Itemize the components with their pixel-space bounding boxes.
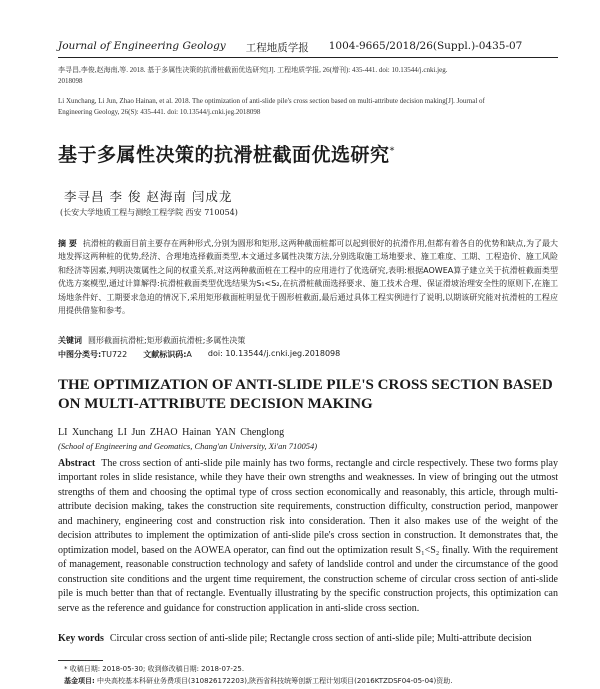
- citation-cn-line: 2018098: [58, 76, 83, 85]
- affiliation-cn: (长安大学地质工程与测绘工程学院 西安 710054): [60, 208, 238, 217]
- header-rule: [58, 57, 558, 58]
- citation-en-line: Engineering Geology, 26(S): 435-441. doi: 10.13544/j.cnki.jeg.2018098: [58, 107, 261, 116]
- affiliation-en: (School of Engineering and Geomatics, Chang'an University, Xi'an 710054): [58, 441, 318, 451]
- doc-value: A: [186, 350, 192, 359]
- abstract-en-text: The cross section of anti-slide pile mainly has two forms, rectangle and circle respectively. These two forms play important roles in slide resistance, while they have their own strengths and weaknesses. In view of bringing out the utmost strengths of them and choosing the optimal type of cross section economically and reasonably, this article, through multi-attribute decision making, takes the construction site requirements, construction difficulty, construction period, manpower and machinery, engineering cost and construction risk into consideration. Then it also makes use of the weight of the decision attributes to implement the optimization of anti-slide pile's cross section in construction. It demonstrates that, the optimization model, based on the AOWEA operator, can find out the optimization result S₁<S₂ finally. With the requirement of management, reasonable construction technology and safety of landslide control and under the circumstance of the good construction site conditions and the urgent time requirement, the construction scheme of circular cross section of anti-slide pile is much better than that of rectangle. Eventually illustrating by the specific construction projects, this optimization can serve as the reference and guidance for construction application in anti-slide cross section.: [58, 458, 558, 614]
- abstract-cn: [58, 237, 558, 317]
- abstract-cn-label: 摘 要: [58, 239, 77, 248]
- keywords-en-label: Key words: [58, 633, 104, 644]
- clc-label: 中图分类号:: [58, 350, 102, 359]
- clc-value: TU722: [101, 350, 128, 359]
- abstract-cn-text: 抗滑桩的截面目前主要存在两种形式,分别为圆形和矩形,这两种截面桩都可以起到很好的抗滑作用,但都有着各自的优势和缺点,为了最大地发挥这两种桩的优势,经济、合理地选择截面类型,本文通过多属性决策方法,分别选取施工场地要求、施工难度、工期、工程造价、施工风险和经济等因素,判明决策属性之间的权重关系,对这两种截面桩在工程中的应用进行了优选研究,表明:根据AOWEA算子建立关于抗滑桩截面类型优选方案模型,通过计算解得:抗滑桩截面类型优选结果为S₁<S₂,在抗滑桩截面选择要求、施工技术合理、保证滑坡治理安全性的原则下,在施工场地条件好、工期要求急迫的情况下,采用矩形截面桩明显优于圆形桩截面,最后通过具体工程实例进行了说明,以期该研究能对抗滑桩的工程应用提供借鉴和参考。: [58, 239, 558, 316]
- keywords-cn: [58, 335, 558, 346]
- footnote-fund: [64, 676, 570, 686]
- citation-cn: [58, 65, 558, 86]
- authors-cn: 李寻昌 李 俊 赵海南 闫成龙: [64, 189, 233, 204]
- clc-number: [58, 349, 127, 360]
- fund-text: 中央高校基本科研业务费项目(310826172203),陕西省科技统筹创新工程计划项目(2016KTZDSF04-05-04)资助.: [97, 677, 453, 685]
- abstract-en-label: Abstract: [58, 458, 96, 469]
- journal-name-en: Journal of Engineering Geology: [58, 40, 226, 52]
- keywords-cn-text: 圆形截面抗滑桩;矩形截面抗滑桩;多属性决策: [88, 336, 246, 345]
- paper-title-cn: [58, 140, 558, 167]
- citation-en: [58, 96, 558, 117]
- fund-label: 基金项目:: [64, 677, 95, 685]
- doi-label: doi:: [207, 349, 223, 358]
- authors-en: LI Xunchang LI Jun ZHAO Hainan YAN Chenglong: [58, 427, 285, 438]
- abstract-en: [58, 457, 558, 616]
- citation-en-line: Li Xunchang, Li Jun, Zhao Hainan, et al. 2018. The optimization of anti-slide pile's cross section based on multi-attribute decision making[J]. Journal of: [58, 97, 485, 105]
- running-header: [58, 40, 558, 55]
- keywords-en-text: Circular cross section of anti-slide pile; Rectangle cross section of anti-slide pile; Multi-attribute decision: [109, 633, 532, 644]
- citation-cn-line: 李寻昌,李俊,赵海南,等. 2018. 基于多属性决策的抗滑桩截面优选研究[J]. 工程地质学报, 26(增刊): 435-441. doi: 10.13544/j.cnki.jeg.: [58, 66, 448, 74]
- doi-value: 10.13544/j.cnki.jeg.2018098: [225, 349, 341, 358]
- keywords-cn-label: 关键词: [58, 336, 82, 345]
- document-code: [143, 349, 192, 360]
- footnote-rule: [58, 660, 103, 661]
- title-cn-text: 基于多属性决策的抗滑桩截面优选研究: [58, 144, 390, 166]
- doi: [208, 349, 340, 360]
- title-footnote-mark: *: [389, 145, 396, 157]
- footnote-received: * 收稿日期: 2018-05-30; 收到修改稿日期: 2018-07-25.: [64, 665, 245, 673]
- title-en-line: ON MULTI-ATTRIBUTE DECISION MAKING: [58, 396, 373, 412]
- paper-title-en: [58, 376, 558, 414]
- title-en-line: THE OPTIMIZATION OF ANTI-SLIDE PILE'S CROSS SECTION BASED: [58, 377, 553, 393]
- keywords-en: [58, 632, 558, 646]
- doc-label: 文献标识码:: [143, 350, 187, 359]
- issn-info: 1004-9665/2018/26(Suppl.)-0435-07: [328, 40, 523, 52]
- journal-name-cn: 工程地质学报: [245, 42, 309, 54]
- classification-meta: [58, 349, 558, 360]
